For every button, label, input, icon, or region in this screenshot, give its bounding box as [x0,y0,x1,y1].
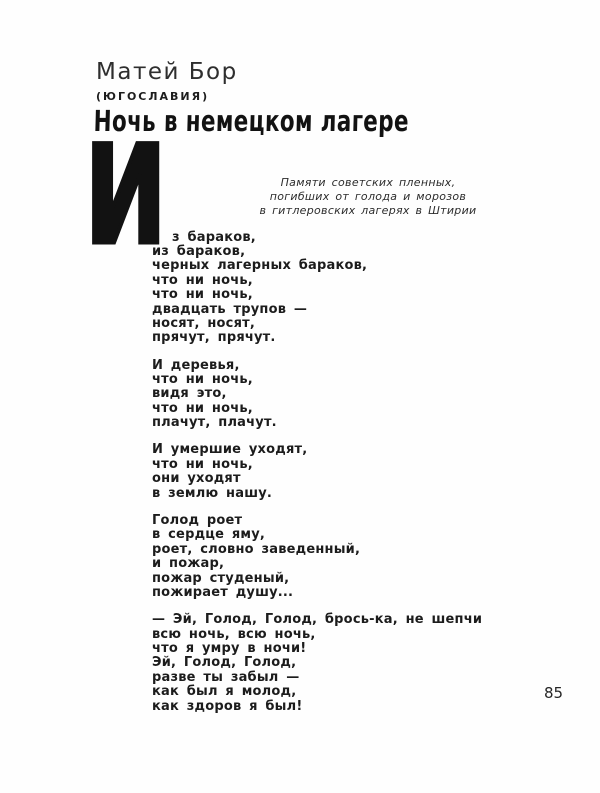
poem-line: пожар студеный, [152,570,290,586]
stanza [152,359,482,431]
poem-line: что ни ночь, [152,400,253,416]
stanza [152,514,482,600]
poem-line: И деревья, [152,357,240,373]
poem-line: прячут, прячут. [152,330,276,346]
dedication-line: Памяти советских пленных, [280,176,456,189]
poem-line: видя это, [152,386,227,402]
poem-line: в сердце яму, [152,527,266,543]
poem-line: в землю нашу. [152,485,273,501]
poem-title: Ночь в немецком лагере [93,104,410,138]
poem-line: Эй, Голод, Голод, [152,655,297,671]
poem-body [152,245,482,727]
author-name: Матей Бор [96,59,238,85]
poem-line: — Эй, Голод, Голод, брось-ка, не шепчи [152,612,483,628]
dedication [258,176,478,218]
dedication-line: погибших от голода и морозов [269,190,467,203]
poem-line: что я умру в ночи! [152,640,307,656]
poem-line: что ни ночь, [152,372,253,388]
stanza [152,245,482,346]
poem-line: разве ты забыл — [152,669,300,685]
poem-line: роет, словно заведенный, [152,541,361,557]
poem-line: И умершие уходят, [152,442,308,458]
poem-line: как здоров я был! [152,698,303,714]
poem-line: что ни ночь, [152,272,253,288]
poem-line: черных лагерных бараков, [152,258,368,274]
dedication-line: в гитлеровских лагерях в Штирии [259,204,477,217]
page-number: 85 [544,684,564,702]
stanza [152,443,482,501]
drop-cap: И [85,117,167,274]
author-nationality: (ЮГОСЛАВИЯ) [96,90,210,103]
poem-line: носят, носят, [152,316,256,332]
poem-line: из бараков, [152,244,246,259]
poem-line: Голод роет [152,512,243,528]
poem-line: они уходят [152,471,241,487]
poem-line: что ни ночь, [152,287,253,303]
poem-first-line: з бараков, [172,230,256,245]
poem-line: и пожар, [152,556,225,572]
poem-line: как был я молод, [152,684,297,700]
poem-line: пожирает душу... [152,584,294,600]
poem-line: всю ночь, всю ночь, [152,626,316,642]
poem-line: что ни ночь, [152,456,253,472]
poem-line: двадцать трупов — [152,301,308,317]
poem-line: плачут, плачут. [152,415,277,431]
stanza [152,613,482,714]
